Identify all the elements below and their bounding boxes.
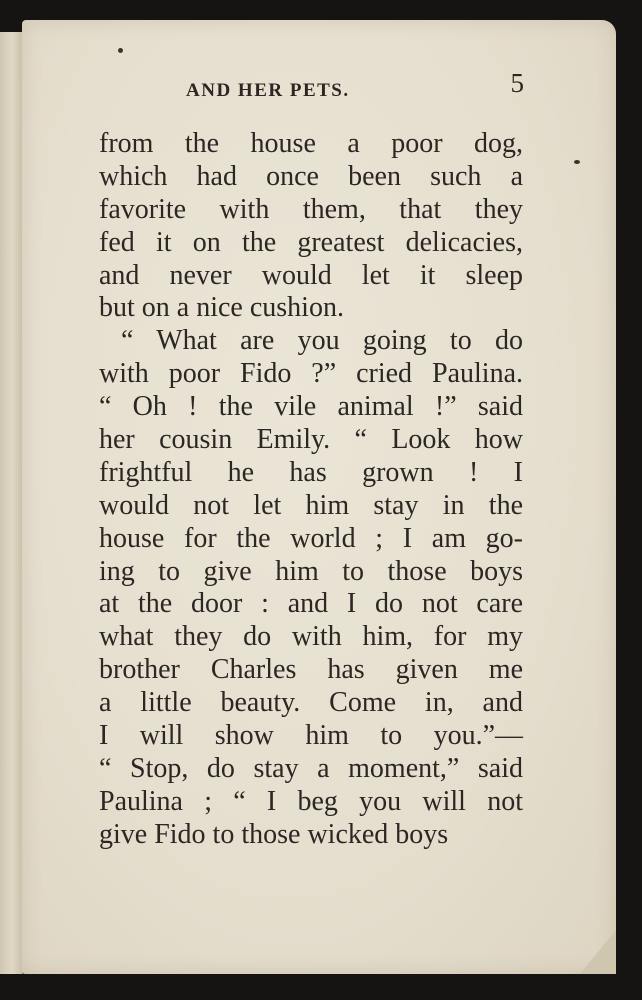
text-line: a little beauty. Come in, and bbox=[99, 687, 523, 719]
text-line: but on a nice cushion. bbox=[99, 292, 344, 324]
text-line: at the door : and I do not care bbox=[99, 588, 523, 620]
text-line: and never would let it sleep bbox=[99, 259, 523, 291]
facing-page-edge bbox=[0, 32, 23, 974]
text-line: fed it on the greatest delicacies, bbox=[99, 226, 523, 258]
page-corner-fold bbox=[580, 930, 616, 974]
text-line: which had once been such a bbox=[99, 160, 523, 192]
text-line: frightful he has grown ! I bbox=[99, 456, 523, 488]
text-line: house for the world ; I am go- bbox=[99, 522, 523, 554]
body-text bbox=[99, 128, 523, 852]
text-line: from the house a poor dog, bbox=[99, 128, 523, 159]
text-line: would not let him stay in the bbox=[99, 489, 523, 521]
text-line: her cousin Emily. “ Look how bbox=[99, 424, 523, 456]
text-line: “ Stop, do stay a moment,” said bbox=[99, 752, 523, 784]
text-line: brother Charles has given me bbox=[99, 654, 523, 686]
text-line: with poor Fido ?” cried Paulina. bbox=[99, 358, 523, 390]
paper-speck bbox=[574, 160, 580, 164]
text-line: ing to give him to those boys bbox=[99, 555, 523, 587]
text-line: “ What are you going to do bbox=[121, 325, 523, 357]
running-title: AND HER PETS. bbox=[186, 80, 350, 101]
page-header bbox=[186, 68, 524, 102]
page-number: 5 bbox=[510, 68, 524, 98]
text-line: Paulina ; “ I beg you will not bbox=[99, 785, 523, 817]
text-line: give Fido to those wicked boys bbox=[99, 818, 449, 850]
text-line: favorite with them, that they bbox=[99, 193, 523, 225]
text-line: “ Oh ! the vile animal !” said bbox=[99, 391, 523, 423]
text-line: I will show him to you.”— bbox=[99, 720, 523, 752]
text-line: what they do with him, for my bbox=[99, 621, 523, 653]
paper-speck bbox=[118, 48, 123, 53]
